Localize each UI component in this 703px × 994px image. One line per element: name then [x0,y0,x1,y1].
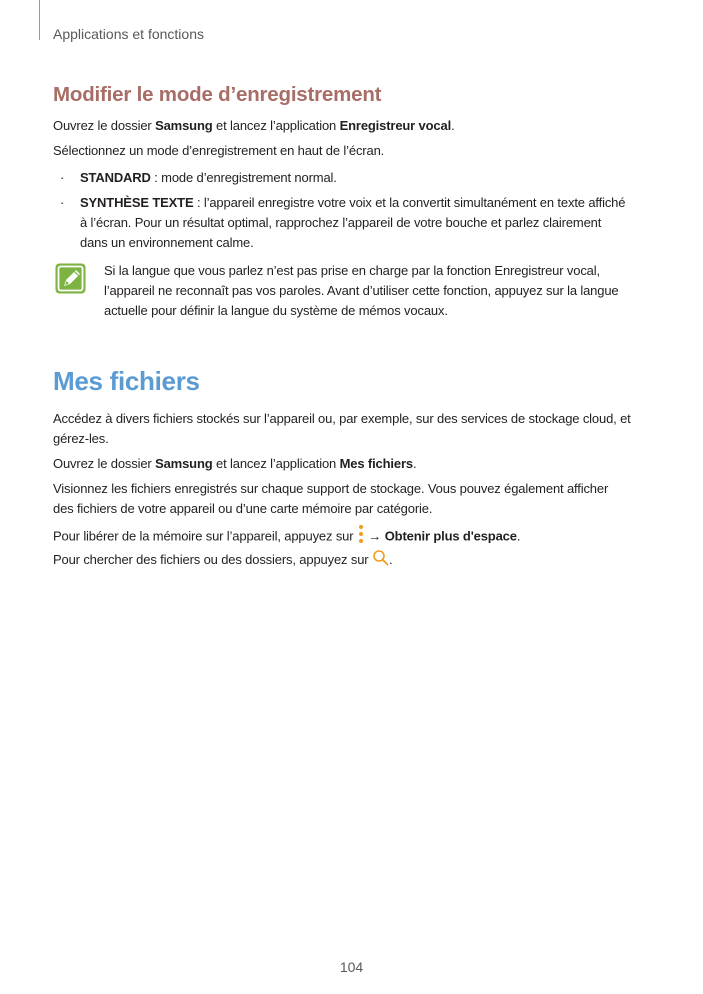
text: gérez-les. [53,431,109,446]
text: Ouvrez le dossier [53,118,156,133]
paragraph-access-files [53,409,653,449]
page-number: 104 [339,959,364,975]
bullet-text: : mode d’enregistrement normal. [150,170,337,185]
text: . [451,118,455,133]
text: Visionnez les fichiers enregistrés sur chaque support de stockage. Vous pouvez également afficher [53,481,609,496]
menu-option-term: Obtenir plus d'espace [384,528,517,544]
paragraph-open-myfiles [53,454,653,474]
text: . [516,528,521,544]
text: Pour libérer de la mémoire sur l’appareil, appuyez sur [53,528,357,544]
paragraph-search-files [53,549,653,572]
samsung-folder-term: Samsung [155,456,213,471]
bullet-standard [80,168,654,188]
bullet-term: SYNTHÈSE TEXTE [80,195,194,210]
app-name-term: Mes fichiers [339,456,413,471]
bullet-dot: · [60,195,65,210]
arrow: → [364,528,385,544]
text: Ouvrez le dossier [53,456,156,471]
text: Accédez à divers fichiers stockés sur l’appareil ou, par exemple, sur des services de stockage cloud, et [53,411,631,426]
bullet-term: STANDARD [80,170,151,185]
text: des fichiers de votre appareil ou d’une carte mémoire par catégorie. [53,501,433,516]
search-icon [372,549,389,572]
bullet-text: dans un environnement calme. [80,235,254,250]
header-divider [39,0,40,40]
note-text: l’appareil ne reconnaît pas vos paroles. Avant d’utiliser cette fonction, appuyez sur la langue [104,283,619,298]
note-text: actuelle pour définir la langue du système de mémos vocaux. [104,303,448,318]
running-header: Applications et fonctions [53,26,204,42]
bullet-text: à l’écran. Pour un résultat optimal, rapprochez l’appareil de votre bouche et parlez clairement [80,215,602,230]
section-title: Mes fichiers [53,366,200,396]
text: Pour chercher des fichiers ou des dossiers, appuyez sur [53,551,372,567]
note-pencil-icon [54,262,87,295]
paragraph-view-files [53,479,653,519]
more-options-icon [357,524,365,550]
note-language [104,261,652,321]
text: . [412,456,417,471]
paragraph-select-mode: Sélectionnez un mode d’enregistrement en haut de l’écran. [53,143,385,158]
app-name-term: Enregistreur vocal [339,118,452,133]
text: . [388,551,393,567]
bullet-dot: · [60,170,65,185]
paragraph-free-memory [53,524,653,550]
bullet-synthese [80,193,654,253]
text: et lancez l’application [212,456,340,471]
bullet-text: : l’appareil enregistre votre voix et la convertit simultanément en texte affiché [193,195,626,210]
note-text: Si la langue que vous parlez n’est pas prise en charge par la fonction Enregistreur vocal, [104,263,600,278]
section-subtitle: Modifier le mode d’enregistrement [53,83,382,106]
paragraph-open-recorder [53,116,653,136]
samsung-folder-term: Samsung [155,118,213,133]
text: et lancez l’application [212,118,340,133]
